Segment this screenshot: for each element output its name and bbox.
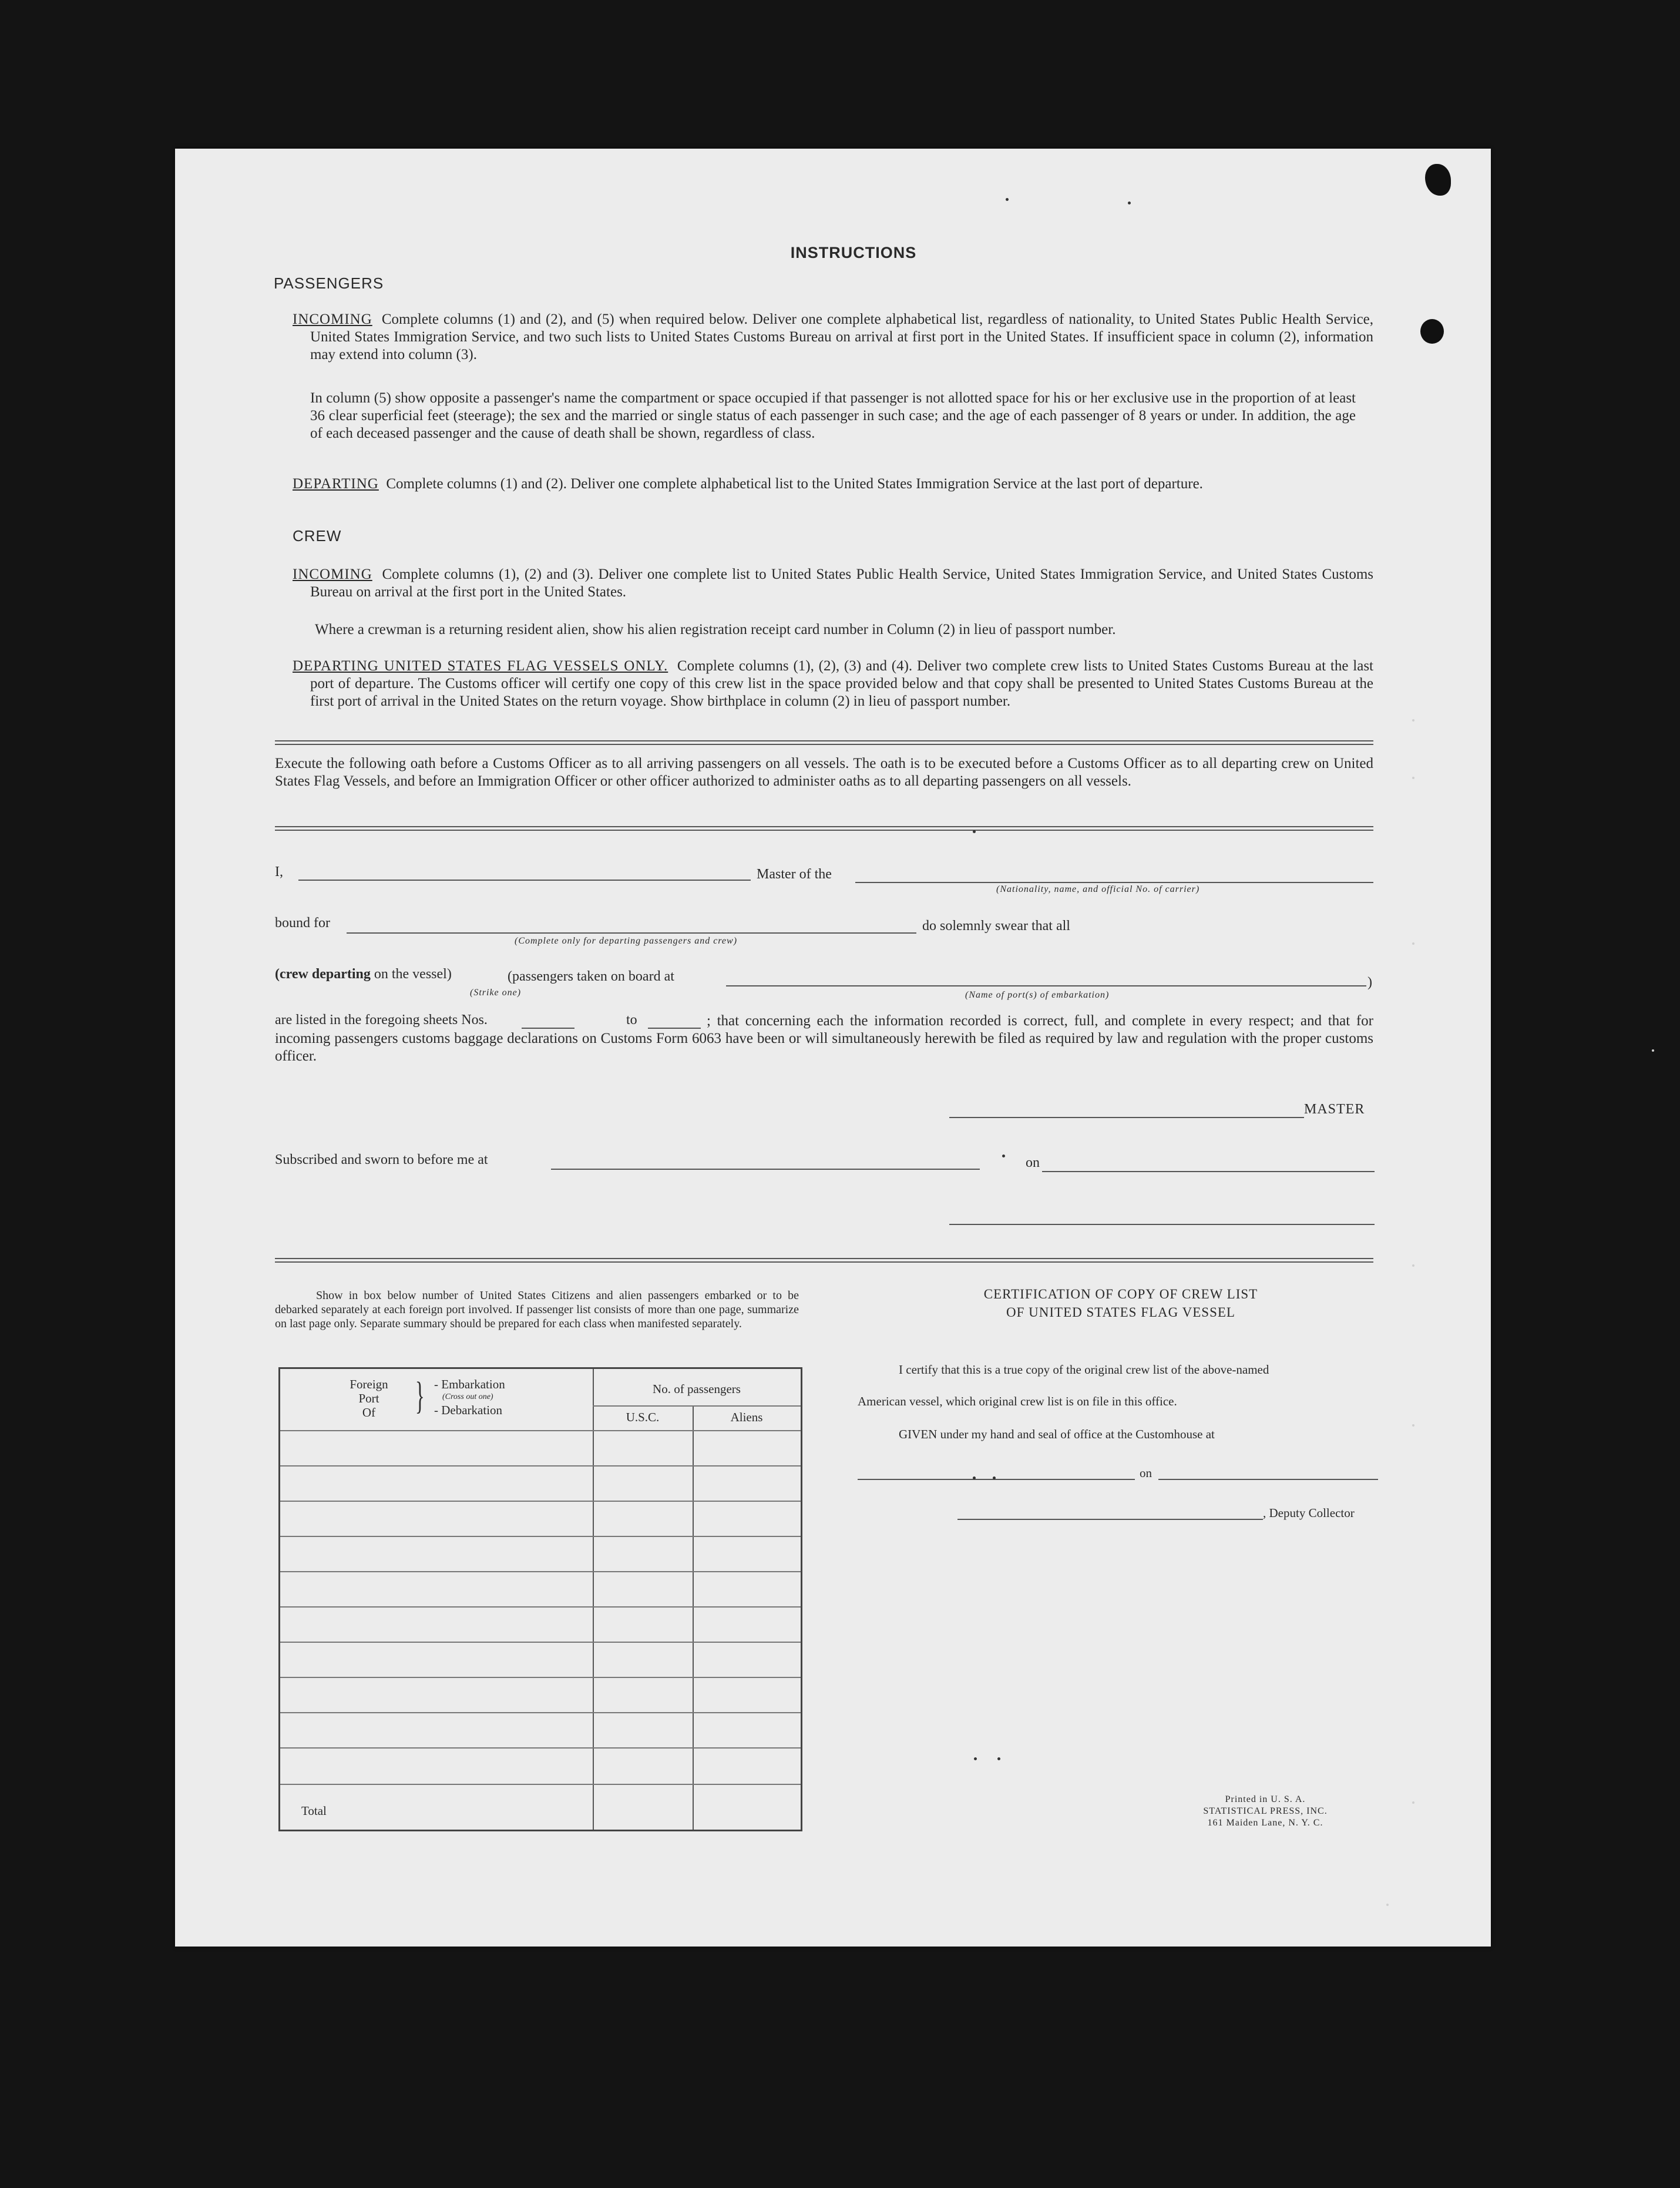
summary-instructions: Show in box below number of United States Citizens and alien passengers embarked or to be debarked separately at each foreign port involved. If passenger list consists of more than one page, summarize on last page only. Separate summary should be prepared for each class when manifested separately.: [275, 1289, 799, 1330]
master-name-field[interactable]: [298, 880, 751, 881]
crew-departing-text: (crew departing: [275, 967, 371, 982]
oath-bound-for: bound for: [275, 915, 330, 931]
aliens-header: Aliens: [730, 1410, 763, 1424]
passengers-column5-paragraph: In column (5) show opposite a passenger's name the compartment or space occupied if that passenger is not allotted space for his or her exclusive use in the proportion of at least 36 clear superficial feet (steerage); the sex and the married or single status of each passenger in such case; and the age of each passenger of 8 years or under. In addition, the age of each deceased passenger and the cause of death shall be shown, regardless of class.: [310, 390, 1356, 441]
passengers-incoming-text: Complete columns (1) and (2), and (5) when required below. Deliver one complete alphabetical list, regardless of nationality, to United States Public Health Service, United States Immigration Service, and two such lists to United States Customs Bureau on arrival at first port in the United States. If insufficient space in column (2), information may extend into column (3).: [310, 311, 1374, 363]
customhouse-field[interactable]: [858, 1479, 1135, 1480]
passengers-departing-paragraph: [293, 475, 1373, 493]
carrier-caption: (Nationality, name, and official No. of carrier): [996, 884, 1200, 894]
deputy-collector-label: , Deputy Collector: [1263, 1506, 1355, 1520]
on-the-vessel-text: on the vessel): [374, 967, 452, 982]
oath-i-label: I,: [275, 864, 283, 880]
sheets-to-label: to: [626, 1012, 637, 1028]
section-divider-2: [275, 826, 1373, 831]
instructions-title: INSTRUCTIONS: [790, 244, 917, 261]
crew-departing-label: DEPARTING UNITED STATES FLAG VESSELS ONLY.: [293, 658, 668, 674]
port-embarkation-field[interactable]: [726, 985, 1366, 986]
subscribed-label: Subscribed and sworn to before me at: [275, 1152, 488, 1167]
oath-swear: do solemnly swear that all: [922, 918, 1070, 934]
oath-crew-line: [275, 967, 452, 982]
carrier-field[interactable]: [855, 882, 1373, 883]
debarkation-label: - Debarkation: [434, 1403, 503, 1417]
certify-text-1: I certify that this is a true copy of the original crew list of the above-named: [899, 1363, 1269, 1377]
certification-title-line2: OF UNITED STATES FLAG VESSEL: [1006, 1305, 1235, 1320]
cross-out-caption: (Cross out one): [442, 1392, 493, 1401]
crew-departing-paragraph: [293, 657, 1373, 710]
section-divider-1: [275, 740, 1373, 745]
port-caption: (Name of port(s) of embarkation): [965, 990, 1110, 1000]
embarkation-label: - Embarkation: [434, 1377, 505, 1391]
certification-title: [909, 1285, 1332, 1321]
master-label: MASTER: [1304, 1102, 1365, 1117]
crew-departing-text: Complete columns (1), (2), (3) and (4). Deliver two complete crew lists to United States Customs Bureau at the last port of departure. The Customs officer will certify one copy of this crew list in the space provided below and that copy shall be presented to United States Customs Bureau at the first port of arrival in the United States on the return voyage. Show birthplace in column (2) in lieu of passport number.: [310, 658, 1373, 709]
passengers-departing-label: DEPARTING: [293, 476, 379, 492]
printer-imprint: Printed in U. S. A. STATISTICAL PRESS, INC. 161 Maiden Lane, N. Y. C.: [1203, 1794, 1328, 1828]
certification-on-label: on: [1140, 1466, 1152, 1480]
no-of-passengers-header: No. of passengers: [653, 1382, 741, 1396]
sheets-from-label: are listed in the foregoing sheets Nos.: [275, 1012, 488, 1028]
ink-blot-mark: [1425, 164, 1451, 196]
sworn-at-field[interactable]: [551, 1169, 980, 1170]
total-label: Total: [301, 1804, 327, 1818]
brace-icon: }: [415, 1374, 425, 1417]
crew-incoming-label: INCOMING: [293, 566, 372, 582]
passenger-summary-table: [278, 1367, 802, 1831]
certification-date-field[interactable]: [1158, 1479, 1378, 1480]
crew-incoming-paragraph: [293, 566, 1373, 601]
deputy-collector-signature-line[interactable]: [957, 1519, 1263, 1520]
passengers-incoming-paragraph: [293, 311, 1373, 364]
strike-one-caption: (Strike one): [470, 988, 522, 998]
crew-heading: CREW: [293, 527, 342, 545]
hole-punch-mark: [1420, 319, 1444, 344]
master-signature-line[interactable]: [949, 1117, 1304, 1118]
bound-for-caption: (Complete only for departing passengers and crew): [515, 936, 738, 946]
passengers-departing-text: Complete columns (1) and (2). Deliver one complete alphabetical list to the United States Immigration Service at the last port of departure.: [386, 476, 1203, 492]
passengers-heading: PASSENGERS: [274, 274, 384, 292]
section-divider-3: [275, 1258, 1373, 1263]
oath-statement-text: ; that concerning each the information recorded is correct, full, and complete in every respect; and that for incoming passengers customs baggage declarations on Customs Form 6063 have been or will simultaneously herewith be filed as required by law and regulation with the proper customs officer.: [275, 1013, 1373, 1064]
passengers-incoming-label: INCOMING: [293, 311, 372, 327]
foreign-port-label: Foreign Port Of: [350, 1377, 388, 1419]
given-text: GIVEN under my hand and seal of office at the Customhouse at: [899, 1427, 1215, 1441]
certify-text-2: American vessel, which original crew list is on file in this office.: [858, 1394, 1177, 1408]
oath-statement: [275, 1012, 1373, 1065]
usc-header: U.S.C.: [626, 1410, 660, 1424]
oath-master-of-the: Master of the: [757, 867, 832, 882]
crew-resident-paragraph: Where a crewman is a returning resident alien, show his alien registration receipt card number in Column (2) in lieu of passport number.: [315, 622, 1116, 637]
bound-for-field[interactable]: [347, 932, 916, 934]
sworn-on-label: on: [1026, 1155, 1040, 1170]
passengers-taken-text: (passengers taken on board at: [508, 969, 674, 984]
close-paren: ): [1367, 975, 1372, 990]
form-page: [175, 149, 1491, 1947]
certification-title-line1: CERTIFICATION OF COPY OF CREW LIST: [983, 1287, 1258, 1301]
officer-signature-line[interactable]: [949, 1224, 1375, 1225]
crew-incoming-text: Complete columns (1), (2) and (3). Deliver one complete list to United States Public Health Service, United States Immigration Service, and United States Customs Bureau on arrival at the first port in the United States.: [310, 566, 1374, 600]
oath-intro: Execute the following oath before a Customs Officer as to all arriving passengers on all vessels. The oath is to be executed before a Customs Officer as to all departing crew on United States Flag Vessels, and before an Immigration Officer or other officer authorized to administer oaths as to all departing passengers on all vessels.: [275, 756, 1373, 789]
sworn-date-field[interactable]: [1042, 1171, 1375, 1172]
